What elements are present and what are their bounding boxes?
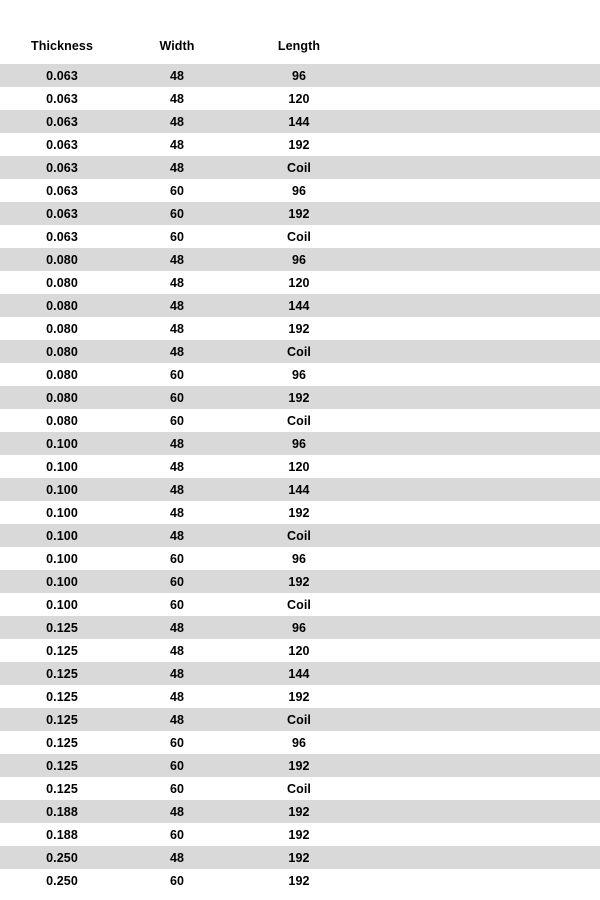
cell-length: 120 — [288, 459, 310, 474]
cell-length: Coil — [286, 528, 311, 543]
table-row — [0, 823, 600, 846]
cell-width: 48 — [169, 68, 185, 83]
table-row — [0, 110, 600, 133]
header-thickness: Thickness — [30, 39, 94, 53]
cell-width: 60 — [169, 367, 185, 382]
table-row — [0, 64, 600, 87]
cell-thickness: 0.250 — [46, 873, 78, 888]
table-row — [0, 593, 600, 616]
cell-length: 120 — [288, 275, 310, 290]
cell-width: 48 — [169, 804, 185, 819]
table-row — [0, 202, 600, 225]
cell-width: 60 — [169, 827, 185, 842]
table-row — [0, 248, 600, 271]
cell-width: 60 — [169, 413, 185, 428]
cell-width: 48 — [169, 114, 185, 129]
cell-length: Coil — [286, 712, 311, 727]
table-row — [0, 708, 600, 731]
cell-width: 48 — [169, 275, 185, 290]
cell-thickness: 0.080 — [46, 275, 78, 290]
cell-length: 192 — [288, 850, 310, 865]
cell-thickness: 0.100 — [46, 574, 78, 589]
table-row — [0, 156, 600, 179]
header-length: Length — [277, 39, 321, 53]
cell-length: 96 — [291, 367, 307, 382]
cell-thickness: 0.188 — [46, 827, 78, 842]
cell-width: 48 — [169, 160, 185, 175]
table-row — [0, 616, 600, 639]
table-row — [0, 386, 600, 409]
cell-thickness: 0.125 — [46, 666, 78, 681]
cell-width: 48 — [169, 643, 185, 658]
cell-width: 60 — [169, 183, 185, 198]
table-row — [0, 501, 600, 524]
cell-length: 192 — [288, 804, 310, 819]
cell-length: 192 — [288, 390, 310, 405]
cell-thickness: 0.080 — [46, 390, 78, 405]
cell-length: 120 — [288, 91, 310, 106]
cell-thickness: 0.080 — [46, 344, 78, 359]
cell-thickness: 0.063 — [46, 137, 78, 152]
table-row — [0, 455, 600, 478]
cell-thickness: 0.063 — [46, 160, 78, 175]
table-row — [0, 639, 600, 662]
cell-width: 60 — [169, 229, 185, 244]
table-row — [0, 409, 600, 432]
table-row — [0, 340, 600, 363]
cell-width: 48 — [169, 91, 185, 106]
table-row — [0, 363, 600, 386]
cell-thickness: 0.063 — [46, 68, 78, 83]
cell-width: 48 — [169, 528, 185, 543]
cell-thickness: 0.125 — [46, 758, 78, 773]
cell-length: 96 — [291, 183, 307, 198]
table-row — [0, 869, 600, 892]
cell-thickness: 0.100 — [46, 551, 78, 566]
cell-width: 48 — [169, 321, 185, 336]
cell-length: 192 — [288, 827, 310, 842]
cell-length: Coil — [286, 781, 311, 796]
cell-length: 192 — [288, 321, 310, 336]
table-header-row — [0, 36, 600, 56]
cell-length: Coil — [286, 413, 311, 428]
cell-thickness: 0.188 — [46, 804, 78, 819]
table-row — [0, 800, 600, 823]
cell-width: 48 — [169, 252, 185, 267]
cell-length: Coil — [286, 597, 311, 612]
cell-length: 96 — [291, 436, 307, 451]
cell-length: 120 — [288, 643, 310, 658]
cell-thickness: 0.063 — [46, 114, 78, 129]
table-row — [0, 317, 600, 340]
cell-length: 144 — [288, 298, 310, 313]
cell-width: 48 — [169, 689, 185, 704]
table-row — [0, 777, 600, 800]
cell-thickness: 0.080 — [46, 298, 78, 313]
cell-thickness: 0.100 — [46, 505, 78, 520]
cell-width: 48 — [169, 344, 185, 359]
cell-width: 60 — [169, 781, 185, 796]
cell-width: 48 — [169, 505, 185, 520]
cell-thickness: 0.250 — [46, 850, 78, 865]
cell-length: 96 — [291, 68, 307, 83]
cell-thickness: 0.063 — [46, 206, 78, 221]
cell-thickness: 0.063 — [46, 183, 78, 198]
cell-length: Coil — [286, 344, 311, 359]
cell-width: 48 — [169, 459, 185, 474]
table-row — [0, 547, 600, 570]
table-row — [0, 87, 600, 110]
cell-width: 48 — [169, 482, 185, 497]
cell-thickness: 0.125 — [46, 781, 78, 796]
cell-width: 60 — [169, 735, 185, 750]
cell-length: 144 — [288, 482, 310, 497]
cell-thickness: 0.100 — [46, 459, 78, 474]
cell-length: 144 — [288, 114, 310, 129]
cell-thickness: 0.080 — [46, 321, 78, 336]
cell-length: 192 — [288, 873, 310, 888]
table-row — [0, 133, 600, 156]
cell-length: 192 — [288, 505, 310, 520]
table-row — [0, 179, 600, 202]
cell-thickness: 0.125 — [46, 712, 78, 727]
cell-width: 48 — [169, 712, 185, 727]
cell-width: 60 — [169, 873, 185, 888]
cell-thickness: 0.125 — [46, 643, 78, 658]
cell-thickness: 0.125 — [46, 620, 78, 635]
cell-thickness: 0.125 — [46, 689, 78, 704]
table-row — [0, 225, 600, 248]
cell-length: 96 — [291, 551, 307, 566]
cell-thickness: 0.080 — [46, 252, 78, 267]
cell-width: 48 — [169, 850, 185, 865]
cell-length: Coil — [286, 160, 311, 175]
cell-thickness: 0.063 — [46, 91, 78, 106]
cell-thickness: 0.100 — [46, 482, 78, 497]
cell-length: 192 — [288, 206, 310, 221]
table-row — [0, 271, 600, 294]
cell-width: 48 — [169, 436, 185, 451]
cell-width: 60 — [169, 597, 185, 612]
cell-thickness: 0.080 — [46, 413, 78, 428]
cell-thickness: 0.100 — [46, 528, 78, 543]
cell-length: 192 — [288, 574, 310, 589]
table-row — [0, 570, 600, 593]
table-row — [0, 662, 600, 685]
cell-width: 48 — [169, 298, 185, 313]
cell-width: 48 — [169, 620, 185, 635]
cell-thickness: 0.125 — [46, 735, 78, 750]
cell-thickness: 0.100 — [46, 436, 78, 451]
table-row — [0, 685, 600, 708]
table-row — [0, 524, 600, 547]
cell-thickness: 0.100 — [46, 597, 78, 612]
cell-length: 96 — [291, 252, 307, 267]
cell-width: 48 — [169, 666, 185, 681]
cell-length: 96 — [291, 620, 307, 635]
table-row — [0, 846, 600, 869]
cell-length: Coil — [286, 229, 311, 244]
header-width: Width — [159, 39, 195, 53]
cell-width: 60 — [169, 390, 185, 405]
table-row — [0, 432, 600, 455]
cell-width: 48 — [169, 137, 185, 152]
cell-length: 192 — [288, 689, 310, 704]
cell-thickness: 0.063 — [46, 229, 78, 244]
cell-width: 60 — [169, 574, 185, 589]
cell-width: 60 — [169, 551, 185, 566]
cell-thickness: 0.080 — [46, 367, 78, 382]
cell-width: 60 — [169, 758, 185, 773]
table-body — [0, 64, 600, 892]
table-row — [0, 294, 600, 317]
cell-length: 144 — [288, 666, 310, 681]
table-row — [0, 478, 600, 501]
table-row — [0, 731, 600, 754]
cell-length: 96 — [291, 735, 307, 750]
cell-length: 192 — [288, 758, 310, 773]
table-row — [0, 754, 600, 777]
cell-width: 60 — [169, 206, 185, 221]
cell-length: 192 — [288, 137, 310, 152]
